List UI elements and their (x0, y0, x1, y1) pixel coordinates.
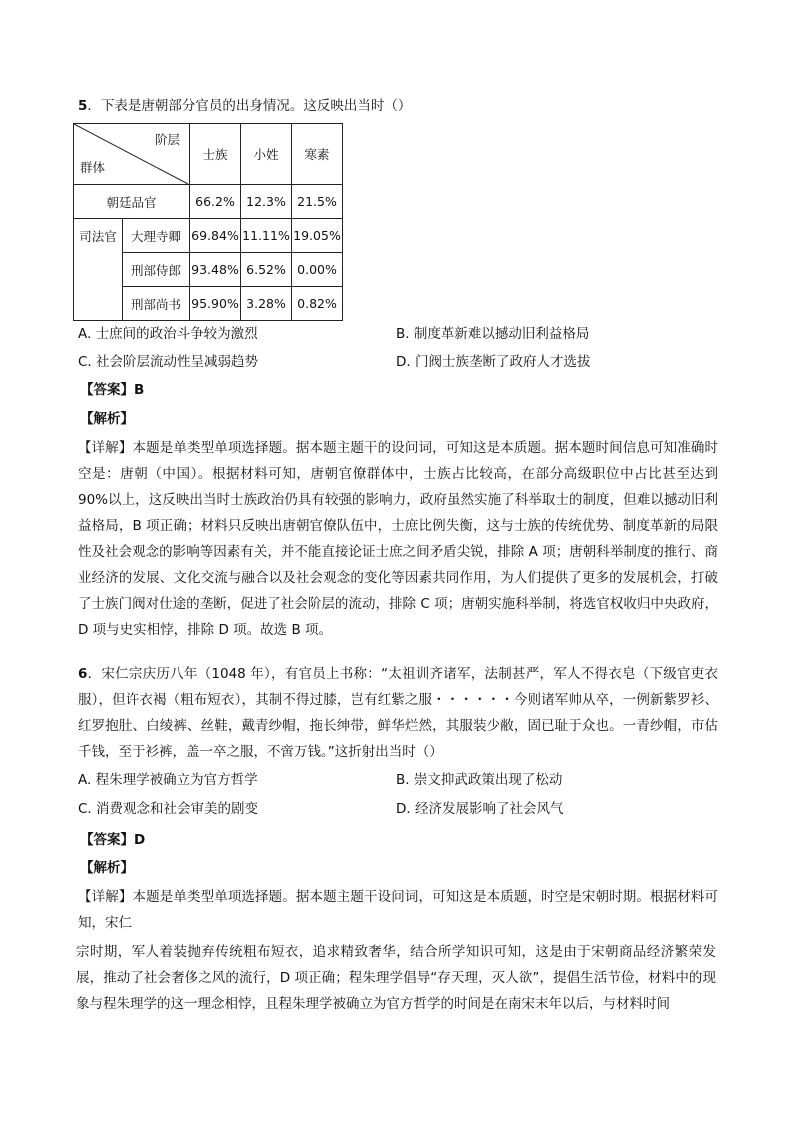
q6-detail-part1: 【详解】本题是单类型单项选择题。据本题主题干设问词，可知这是本质题，时空是宋朝时期。根据材料可知，宋仁 (78, 889, 718, 931)
header-xiaoxing: 小姓 (241, 124, 292, 185)
question-6-stem (78, 661, 718, 771)
q5-detail: 【详解】本题是单类型单项选择题。据本题主题干的设问词，可知这是本质题。据本题时间信息可知准确时空是：唐朝（中国）。根据材料可知，唐朝官僚群体中，士族占比较高，在部分高级职位中占比甚至达到 90%以上，这反映出当时士族政治仍具有较强的影响力，政府虽然实施了科举取士的制度，但难以撼动旧利益格局，B 项正确；材料只反映出唐朝官僚队伍中，士庶比例失衡，这与士族的传统优势、制度革新的局限性及社会观念的影响等因素有关，并不能直接论证士庶之间矛盾尖锐，排除 A 项；唐朝科举制度的推行、商业经济的发展、文化交流与融合以及社会观念的变化等因素共同作用，为人们提供了更多的发展机会，打破了士族门阀对仕途的垄断，促进了社会阶层的流动，排除 C 项；唐朝实施科举制，将选官权收归中央政府，D 项与史实相悖，排除 D 项。故选 B 项。 (78, 440, 718, 638)
q6-analysis-tag: 【解析】 (80, 860, 134, 876)
corner-bottom-label: 群体 (80, 160, 106, 175)
row-court-value: 21.5% (292, 185, 343, 219)
q6-option-c: C. 消费观念和社会审美的剧变 (78, 801, 259, 817)
row-xingbu-shilang-value: 0.00% (292, 253, 343, 287)
row-court-value: 66.2% (190, 185, 241, 219)
question-5-number: 5 (78, 98, 88, 114)
question-5-stem-text: ．下表是唐朝部分官员的出身情况。这反映出当时（） (87, 98, 412, 114)
q5-option-c: C. 社会阶层流动性呈减弱趋势 (78, 354, 259, 370)
official-origin-table (73, 123, 343, 321)
table-corner-cell (74, 124, 190, 185)
row-xingbu-shangshu-value: 0.82% (292, 287, 343, 321)
header-shizu: 士族 (190, 124, 241, 185)
corner-top-label: 阶层 (154, 132, 180, 147)
q6-option-b: B. 崇文抑武政策出现了松动 (396, 772, 563, 788)
q6-answer: 【答案】D (80, 832, 146, 848)
question-6-number: 6 (78, 666, 88, 682)
row-xingbu-shangshu-value: 95.90% (190, 287, 241, 321)
q5-analysis-tag: 【解析】 (80, 411, 134, 427)
row-xingbu-shilang-value: 6.52% (241, 253, 292, 287)
question-6-stem-text: ．宋仁宗庆历八年（1048 年），有官员上书称：“太祖训齐诸军，法制甚严，军人不得衣皂（下级官吏衣服），但许衣褐（粗布短衣），其制不得过膝，岂有红紫之服・・・・・・今则诸军帅从卒，一例新紫罗衫、红罗抱肚、白绫裤、丝鞋，戴青纱帽，拖长绅带，鲜华烂然，其服装少敝，固已耻于众也。一青纱帽，市估千钱，至于衫裤，盖一卒之服，不啻万钱。”这折射出当时（） (78, 666, 718, 760)
row-xingbu-shilang-label: 刑部侍郎 (123, 253, 190, 287)
q6-detail-part2: 宗时期，军人着装抛弃传统粗布短衣，追求精致奢华，结合所学知识可知，这是由于宋朝商品经济繁荣发展，推动了社会奢侈之风的流行，D 项正确；程朱理学倡导“存天理，灭人欲”，提倡生活节俭，材料中的现象与程朱理学的这一理念相悖，且程朱理学被确立为官方哲学的时间是在南宋末年以后，与材料时间 (76, 944, 716, 1012)
row-xingbu-shangshu-value: 3.28% (241, 287, 292, 321)
row-dali-value: 19.05% (292, 219, 343, 253)
row-dali-value: 11.11% (241, 219, 292, 253)
q5-answer: 【答案】B (80, 382, 145, 398)
q6-option-a: A. 程朱理学被确立为官方哲学 (78, 772, 258, 788)
judicial-label: 司法官 (74, 219, 123, 321)
q5-option-a: A. 士庶间的政治斗争较为激烈 (78, 326, 258, 342)
row-dali-value: 69.84% (190, 219, 241, 253)
row-xingbu-shangshu-label: 刑部尚书 (123, 287, 190, 321)
row-dali-label: 大理寺卿 (123, 219, 190, 253)
question-5-stem (78, 96, 411, 116)
row-xingbu-shilang-value: 93.48% (190, 253, 241, 287)
q5-option-d: D. 门阀士族垄断了政府人才选拔 (396, 354, 591, 370)
row-court-value: 12.3% (241, 185, 292, 219)
q5-option-b: B. 制度革新难以撼动旧利益格局 (396, 326, 590, 342)
row-court-label: 朝廷品官 (74, 185, 190, 219)
q6-option-d: D. 经济发展影响了社会风气 (396, 801, 564, 817)
header-hansu: 寒素 (292, 124, 343, 185)
